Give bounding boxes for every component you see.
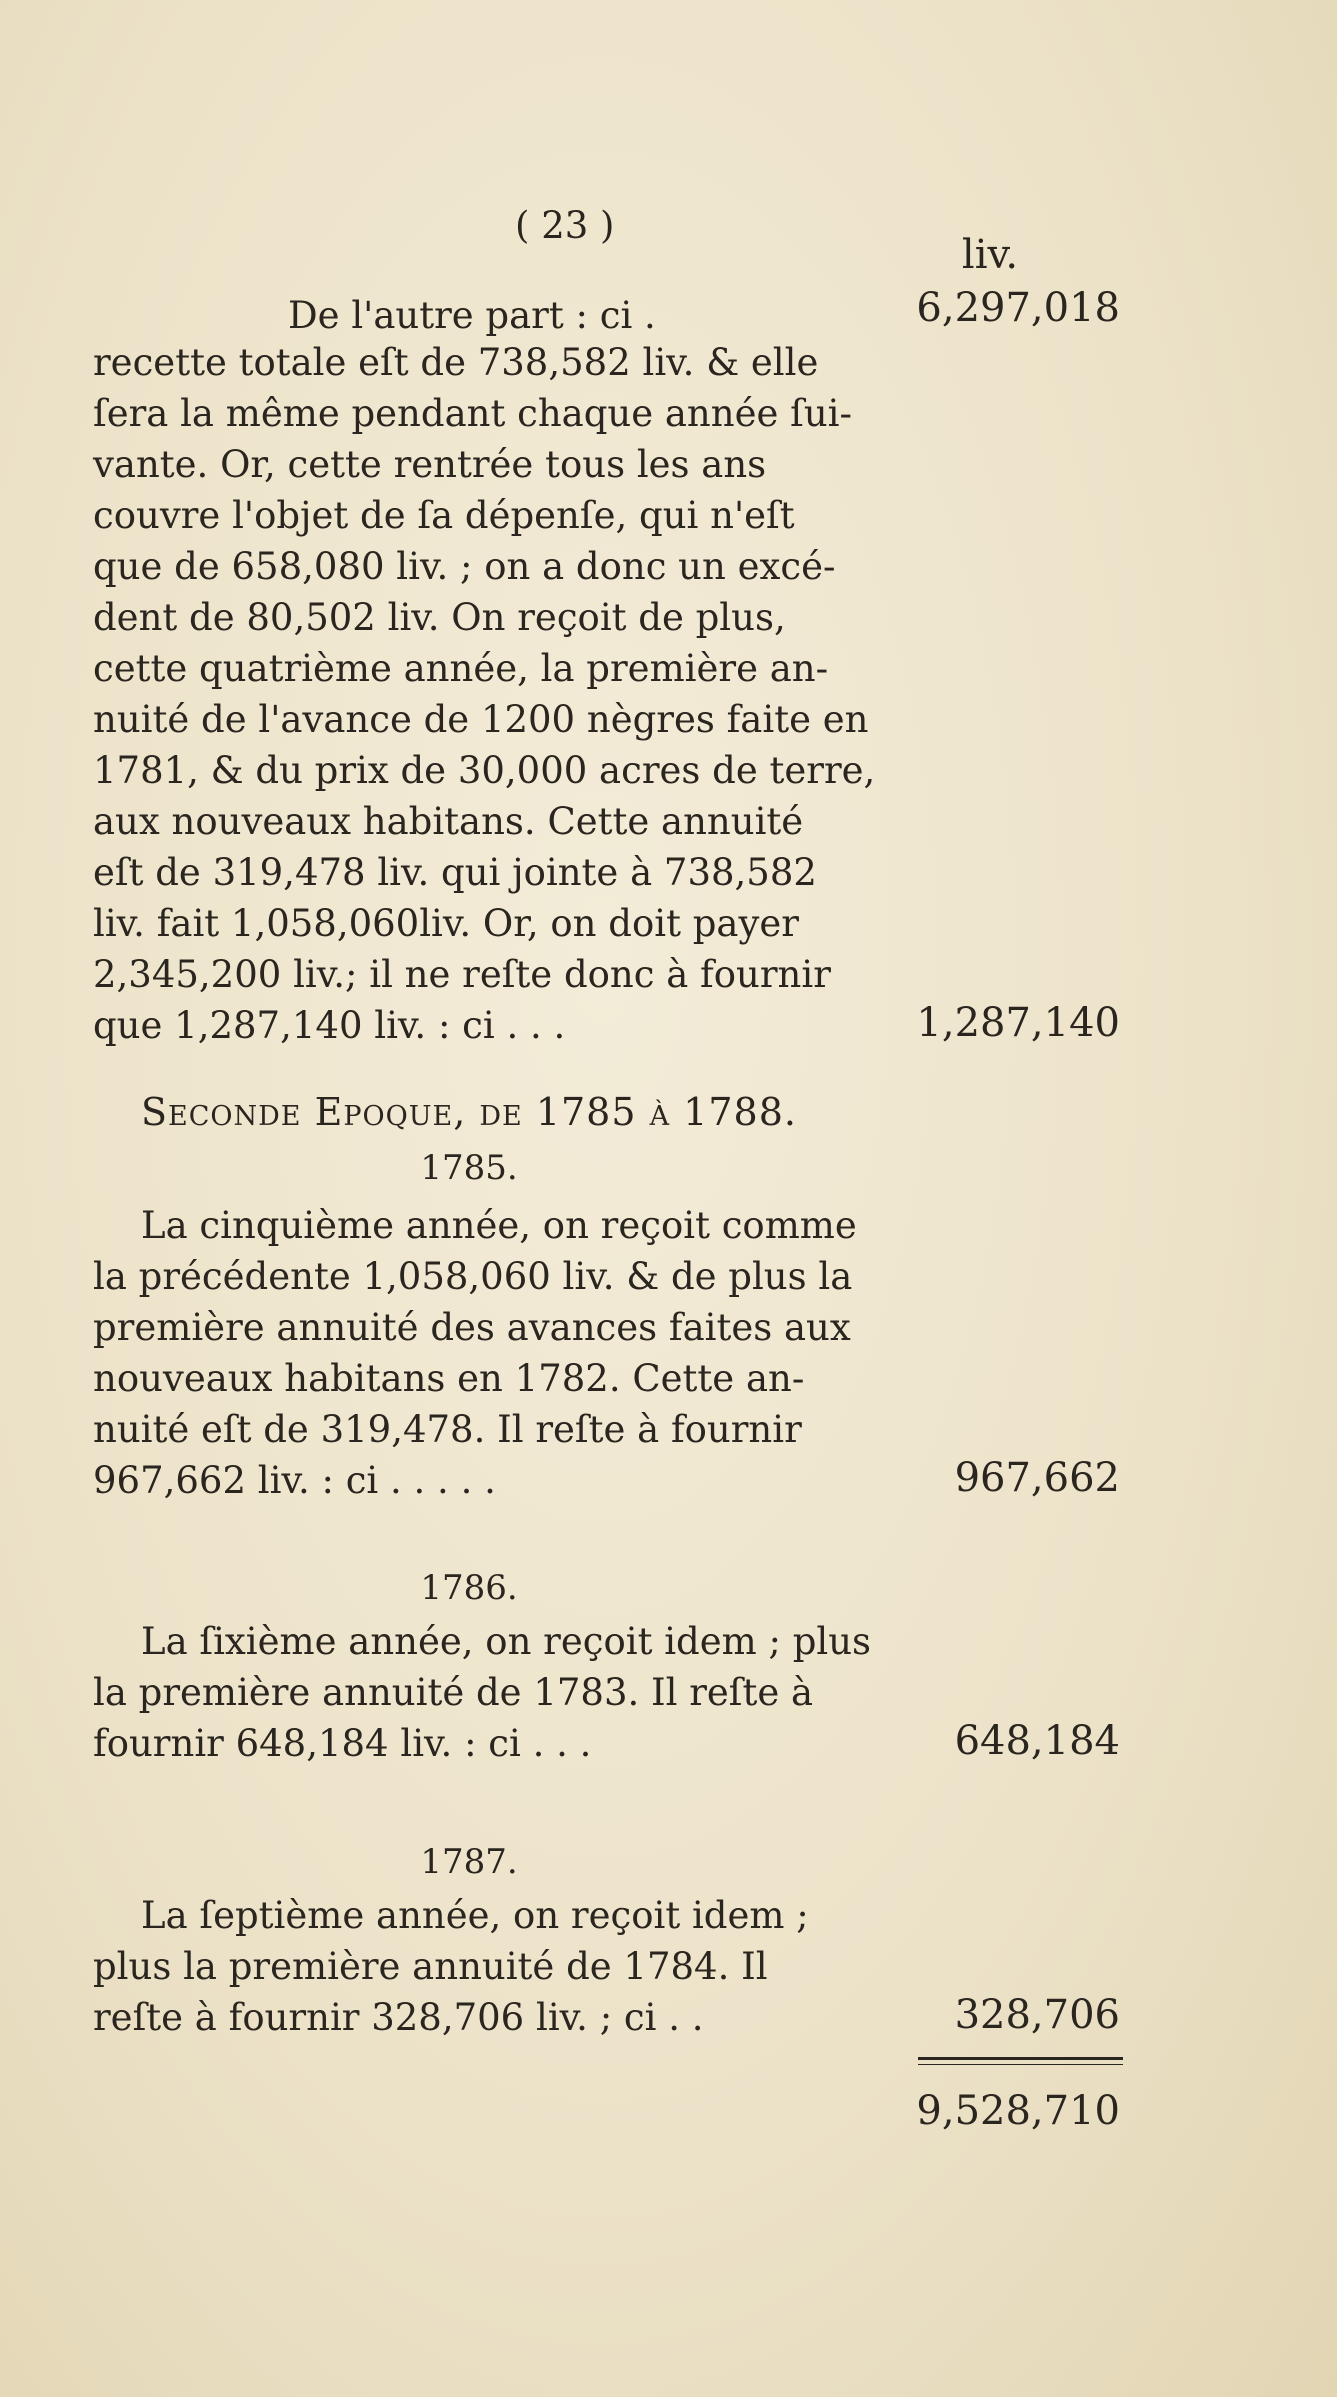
text-line: nouveaux habitans en 1782. Cette an- <box>93 1357 805 1400</box>
text-line: nuité de l'avance de 1200 nègres faite en <box>93 698 869 741</box>
unit-header: liv. <box>961 232 1019 278</box>
carry-line: De l'autre part : ci . <box>288 294 656 337</box>
text-line: dent de 80,502 liv. On reçoit de plus, <box>93 596 786 639</box>
text-line: la précédente 1,058,060 liv. & de plus la <box>93 1255 853 1298</box>
para3-amount: 648,184 <box>954 1718 1120 1764</box>
text-line: 967,662 liv. : ci . . . . . <box>93 1459 496 1502</box>
text-line: plus la première annuité de 1784. Il <box>93 1945 768 1988</box>
text-line: cette quatrième année, la première an- <box>93 647 829 690</box>
text-line: première annuité des avances faites aux <box>93 1306 851 1349</box>
text-line: ſera la même pendant chaque année ſui- <box>93 392 853 435</box>
total-amount: 9,528,710 <box>916 2088 1120 2134</box>
page-number: ( 23 ) <box>515 204 615 247</box>
sum-rule-thick <box>918 2057 1123 2060</box>
text-line: 2,345,200 liv.; il ne reſte donc à fournir <box>93 953 831 996</box>
text-line: La ſixième année, on reçoit idem ; plus <box>141 1620 872 1663</box>
text-line: vante. Or, cette rentrée tous les ans <box>93 443 767 486</box>
text-line: liv. fait 1,058,060liv. Or, on doit payer <box>93 902 799 945</box>
text-line: fournir 648,184 liv. : ci . . . <box>93 1722 592 1765</box>
text-line: La ſeptième année, on reçoit idem ; <box>141 1894 809 1937</box>
text-line: que de 658,080 liv. ; on a donc un excé- <box>93 545 836 588</box>
para1-amount: 1,287,140 <box>916 1000 1120 1046</box>
year-1785: 1785. <box>420 1148 518 1188</box>
year-1786: 1786. <box>420 1568 518 1608</box>
para2-amount: 967,662 <box>954 1455 1120 1501</box>
text-line: recette totale eſt de 738,582 liv. & elle <box>93 341 819 384</box>
sum-rule-thin <box>918 2064 1123 2065</box>
text-line: nuité eſt de 319,478. Il reſte à fournir <box>93 1408 802 1451</box>
text-line: reſte à fournir 328,706 liv. ; ci . . <box>93 1996 704 2039</box>
year-1787: 1787. <box>420 1842 518 1882</box>
text-line: 1781, & du prix de 30,000 acres de terre, <box>93 749 876 792</box>
text-line: aux nouveaux habitans. Cette annuité <box>93 800 804 843</box>
text-line: que 1,287,140 liv. : ci . . . <box>93 1004 566 1047</box>
section-heading: Seconde Epoque, de 1785 à 1788. <box>141 1090 797 1134</box>
text-line: eſt de 319,478 liv. qui jointe à 738,582 <box>93 851 817 894</box>
text-line: la première annuité de 1783. Il reſte à <box>93 1671 814 1714</box>
text-line: couvre l'objet de ſa dépenſe, qui n'eſt <box>93 494 795 537</box>
text-line: La cinquième année, on reçoit comme <box>141 1204 857 1247</box>
para4-amount: 328,706 <box>954 1992 1120 2038</box>
carry-amount: 6,297,018 <box>916 285 1120 331</box>
